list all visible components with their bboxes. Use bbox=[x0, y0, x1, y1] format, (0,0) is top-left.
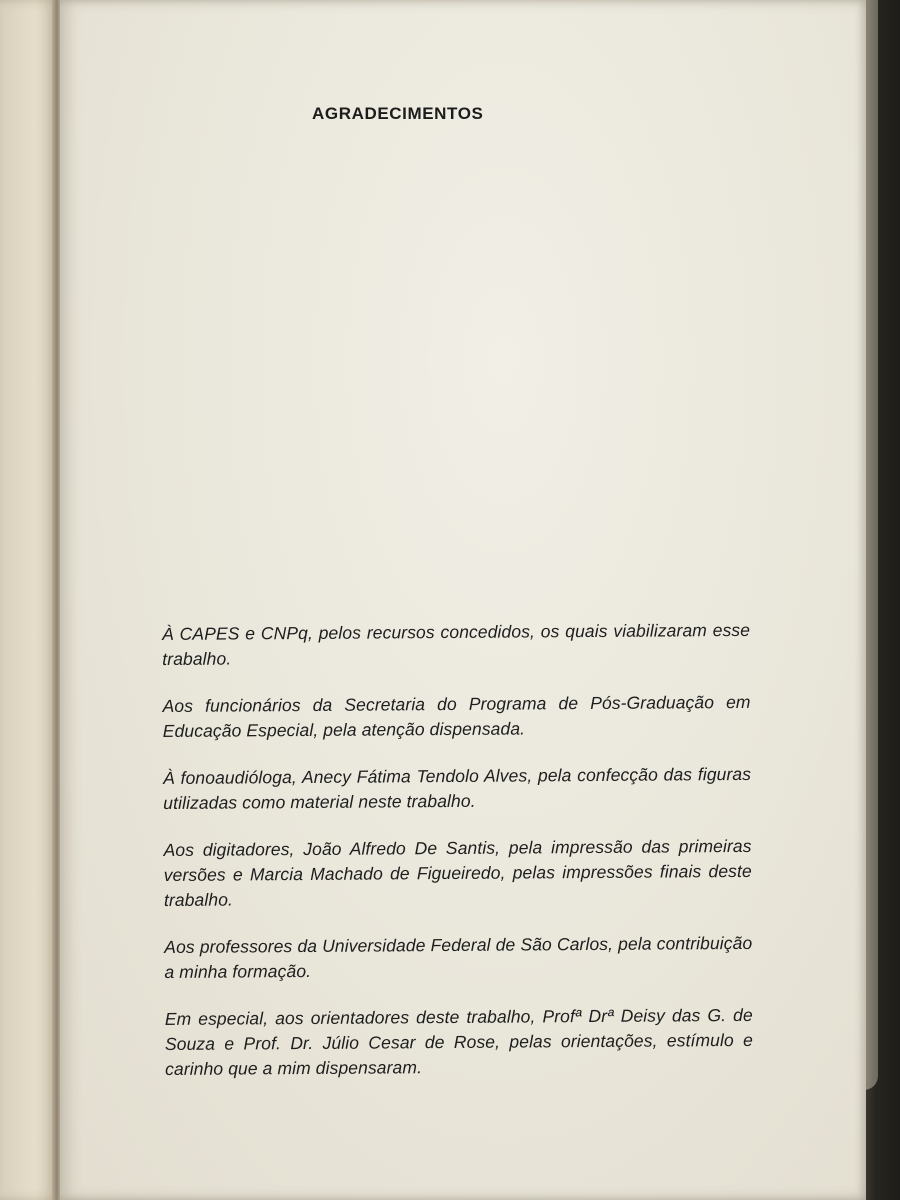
paragraph-secretaria: Aos funcionários da Secretaria do Programa de Pós-Graduação em Educação Especial, pela atenção dispensada. bbox=[162, 691, 751, 741]
book-page bbox=[60, 0, 866, 1200]
page-heading: AGRADECIMENTOS bbox=[312, 104, 484, 123]
paragraph-digitadores: Aos digitadores, João Alfredo De Santis, pela impressão das primeiras versões e Marcia Machado de Figueiredo, pelas impressões finais deste trabalho. bbox=[163, 835, 752, 910]
paragraph-capes: À CAPES e CNPq, pelos recursos concedidos, os quais viabilizaram esse trabalho. bbox=[162, 619, 751, 669]
previous-page-edge bbox=[0, 0, 58, 1200]
acknowledgements-body bbox=[162, 618, 753, 1104]
paragraph-orientadores: Em especial, aos orientadores deste trabalho, Profª Drª Deisy das G. de Souza e Prof. Dr. Júlio Cesar de Rose, pelas orientações, estímulo e carinho que a mim dispensaram. bbox=[164, 1004, 754, 1079]
paragraph-professores: Aos professores da Universidade Federal de São Carlos, pela contribuição a minha formação. bbox=[164, 932, 753, 982]
paragraph-fonoaudiologa: À fonoaudióloga, Anecy Fátima Tendolo Alves, pela confecção das figuras utilizadas como material neste trabalho. bbox=[163, 763, 752, 813]
